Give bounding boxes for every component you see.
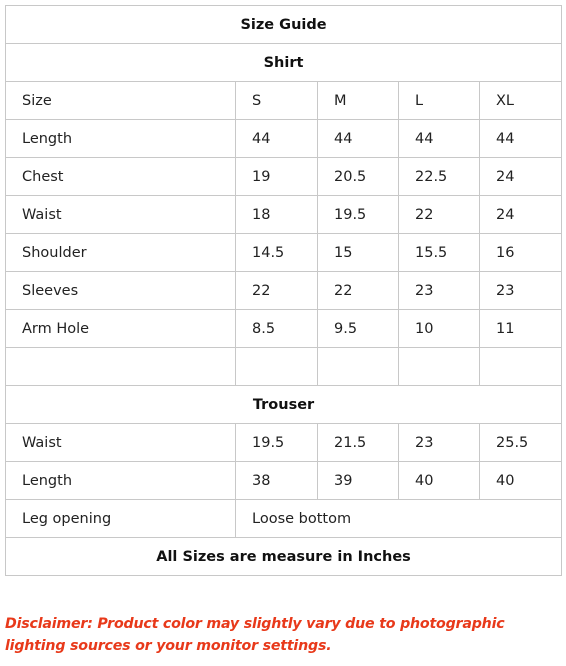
- shirt-length-row: [6, 120, 562, 158]
- size-xl-header: XL: [480, 82, 562, 120]
- shirt-heading: Shirt: [6, 44, 562, 82]
- row-label: Chest: [6, 158, 236, 196]
- empty-cell: [480, 348, 562, 386]
- cell-value: 19: [236, 158, 318, 196]
- row-label: Length: [6, 120, 236, 158]
- cell-value: 10: [399, 310, 480, 348]
- cell-value: 18: [236, 196, 318, 234]
- cell-value: 23: [399, 272, 480, 310]
- trouser-heading-row: [6, 386, 562, 424]
- shirt-heading-row: [6, 44, 562, 82]
- cell-value: 22.5: [399, 158, 480, 196]
- cell-value: 22: [399, 196, 480, 234]
- size-s-header: S: [236, 82, 318, 120]
- cell-value: 19.5: [318, 196, 399, 234]
- cell-value: 19.5: [236, 424, 318, 462]
- row-label: Shoulder: [6, 234, 236, 272]
- table-title: Size Guide: [6, 6, 562, 44]
- trouser-length-row: [6, 462, 562, 500]
- shirt-waist-row: [6, 196, 562, 234]
- size-m-header: M: [318, 82, 399, 120]
- shirt-sleeves-row: [6, 272, 562, 310]
- trouser-heading: Trouser: [6, 386, 562, 424]
- cell-value: 9.5: [318, 310, 399, 348]
- size-guide-table: [5, 5, 562, 576]
- cell-value: 24: [480, 158, 562, 196]
- cell-value: 40: [399, 462, 480, 500]
- empty-cell: [318, 348, 399, 386]
- row-label: Waist: [6, 424, 236, 462]
- cell-value: 38: [236, 462, 318, 500]
- row-label: Waist: [6, 196, 236, 234]
- cell-value: 15: [318, 234, 399, 272]
- empty-cell: [236, 348, 318, 386]
- cell-value: 14.5: [236, 234, 318, 272]
- cell-value: 44: [399, 120, 480, 158]
- cell-value: 44: [236, 120, 318, 158]
- cell-value: 21.5: [318, 424, 399, 462]
- shirt-shoulder-row: [6, 234, 562, 272]
- footer-note-row: [6, 538, 562, 576]
- cell-value: 22: [318, 272, 399, 310]
- row-label: Leg opening: [6, 500, 236, 538]
- cell-value: 44: [480, 120, 562, 158]
- row-label: Sleeves: [6, 272, 236, 310]
- cell-value: 16: [480, 234, 562, 272]
- cell-value: 40: [480, 462, 562, 500]
- cell-value: 8.5: [236, 310, 318, 348]
- size-label: Size: [6, 82, 236, 120]
- cell-value: 25.5: [480, 424, 562, 462]
- cell-value: 23: [480, 272, 562, 310]
- empty-cell: [399, 348, 480, 386]
- size-header-row: [6, 82, 562, 120]
- shirt-arm-hole-row: [6, 310, 562, 348]
- cell-value: 22: [236, 272, 318, 310]
- footer-note: All Sizes are measure in Inches: [6, 538, 562, 576]
- row-label: Length: [6, 462, 236, 500]
- cell-value: 39: [318, 462, 399, 500]
- cell-value: 11: [480, 310, 562, 348]
- cell-value: 24: [480, 196, 562, 234]
- disclaimer-text: Disclaimer: Product color may slightly vary due to photographic lighting sources or your monitor settings.: [5, 616, 505, 654]
- leg-opening-value: Loose bottom: [236, 500, 562, 538]
- title-row: [6, 6, 562, 44]
- row-label: Arm Hole: [6, 310, 236, 348]
- trouser-waist-row: [6, 424, 562, 462]
- cell-value: 23: [399, 424, 480, 462]
- shirt-chest-row: [6, 158, 562, 196]
- empty-cell: [6, 348, 236, 386]
- empty-row: [6, 348, 562, 386]
- cell-value: 20.5: [318, 158, 399, 196]
- cell-value: 15.5: [399, 234, 480, 272]
- size-l-header: L: [399, 82, 480, 120]
- cell-value: 44: [318, 120, 399, 158]
- leg-opening-row: [6, 500, 562, 538]
